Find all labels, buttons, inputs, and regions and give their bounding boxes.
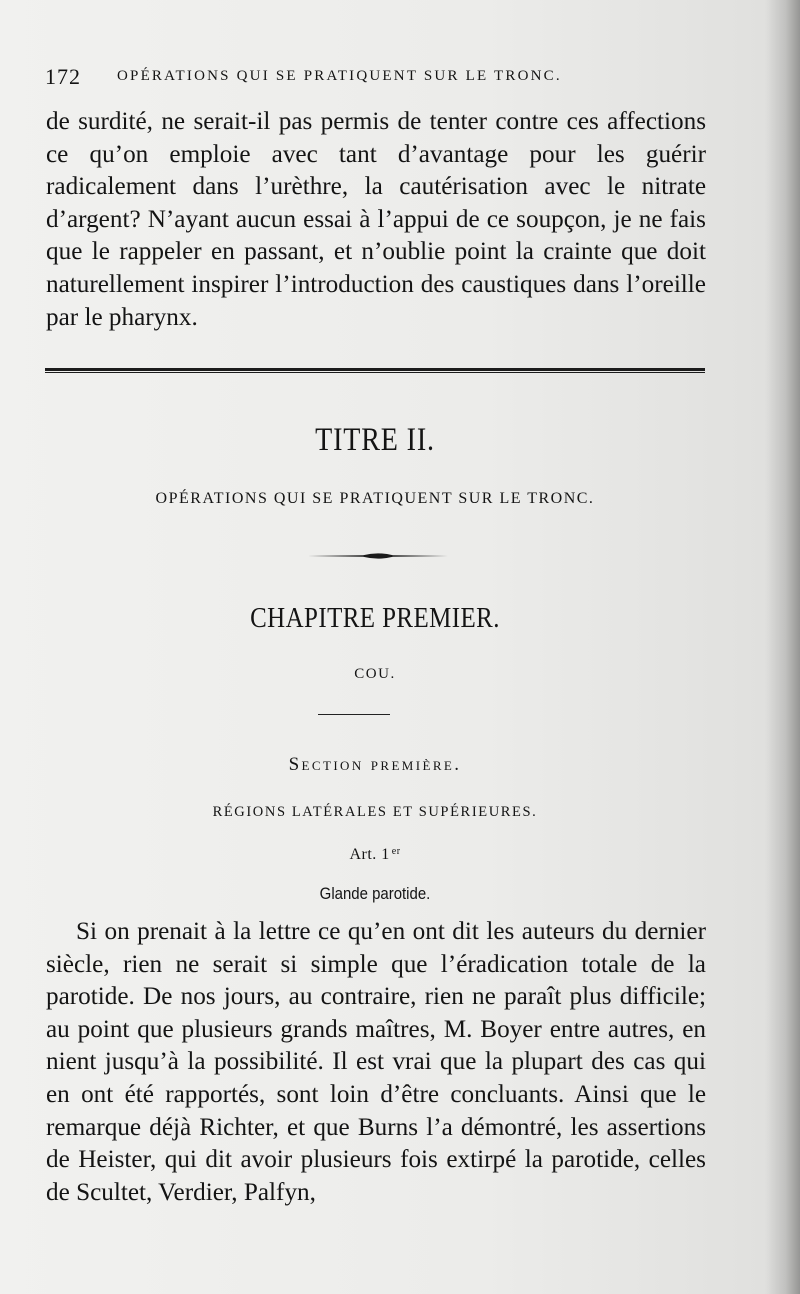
body-paragraph xyxy=(46,916,706,1209)
paragraph-text: Si on prenait à la lettre ce qu’en ont dit les auteurs du dernier siècle, rien ne serait si simple que l’éradication totale de la parotide. De nos jours, au contraire, rien ne paraît plus difficile; au point que plusieurs grands maîtres, M. Boyer entre autres, en nient jusqu’à la possibilité. Il est vrai que la plupart des cas qui en ont été rapportés, sont loin d’être concluants. Ainsi que le remarque déjà Richter, et que Burns l’a démontré, les assertions de Heister, qui dit avoir plusieurs fois extirpé la parotide, celles de Scultet, Verdier, Palfyn, xyxy=(46,918,706,1206)
page-header xyxy=(45,64,685,94)
article-number: 1 xyxy=(381,846,390,863)
article-title: Glande parotide. xyxy=(319,884,431,903)
chapter-title: CHAPITRE PREMIER. xyxy=(250,602,500,634)
article-heading xyxy=(0,846,750,864)
running-title: OPÉRATIONS QUI SE PRATIQUENT SUR LE TRONC. xyxy=(117,68,562,84)
article-label: Art. xyxy=(349,846,377,863)
part-subtitle: OPÉRATIONS QUI SE PRATIQUENT SUR LE TRONC. xyxy=(155,490,595,507)
section-subtitle: RÉGIONS LATÉRALES ET SUPÉRIEURES. xyxy=(212,804,538,820)
article-number-suffix: er xyxy=(391,846,401,857)
paragraph-text: de surdité, ne serait-il pas permis de tenter contre ces affections ce qu’on emploie avec tant d’avantage pour les guérir radicalement dans l’urèthre, la cautérisation avec le nitrate d’argent? N’ayant aucun essai à l’appui de ce soupçon, je ne fais que le rappeler en passant, et n’oublie point la crainte que doit naturellement inspirer l’introduction des caustiques dans l’oreille par le pharynx. xyxy=(46,108,706,331)
continued-paragraph xyxy=(46,106,706,334)
section-title: Section première. xyxy=(288,754,462,775)
chapter-subtitle: COU. xyxy=(354,666,396,682)
page-gutter-shadow xyxy=(764,0,800,1294)
double-rule-divider xyxy=(45,368,705,373)
ornamental-rule-icon xyxy=(308,552,448,560)
page-number: 172 xyxy=(45,64,81,89)
part-title: TITRE II. xyxy=(315,422,435,458)
short-rule-divider xyxy=(318,714,390,715)
